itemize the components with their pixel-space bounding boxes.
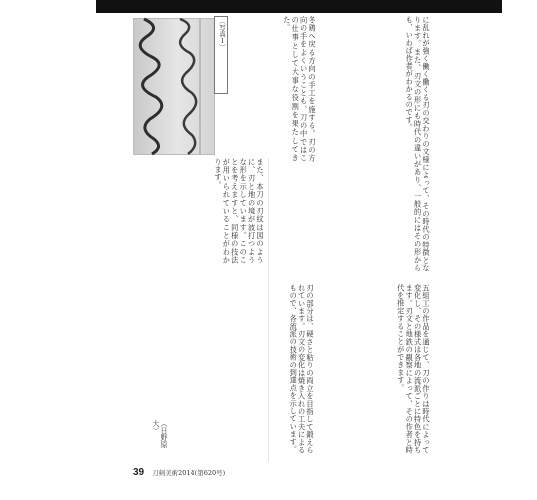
sword-blade-photo	[133, 18, 215, 155]
text-column-top-right: に乱れが強く働く働くる刃の交わりの文様によって、その時代の特徴となります。また、刃文の形にも時代の違いがあり、一般的にはその形からも、いわば作者がわかるのです。	[405, 16, 431, 272]
text-column-top-middle: 冬鶏へ戻る方向の手工を施する。刃の方向の手をよくいうことも、刀の中ではこの仕事として大事な役割を果たしてきた。	[282, 16, 317, 162]
text-column-left-top: また、本刀の刃紋は図のように、刃と地の境が波打つような形を示しています。このことを考えますと、同様の技法が用いられていることがわかります。	[213, 158, 265, 264]
photo-caption: 〔写真１〕	[218, 18, 226, 51]
text-column-bottom-right: 五組工の作品を通じて、刀の作りは時代によって変化し、その様式は各地の流派ごとに特色を持ちます。刃文と地鉄の観察によって、その作者と時代を推定することができます。	[396, 284, 431, 454]
page-number: 39	[133, 466, 145, 478]
author-signature: （日野原 大）	[152, 420, 168, 448]
text-column-bottom-left: 刃の部分は、硬さと粘りの両立を目指して鍛えられています。刃文の変化は焼き入れの工夫によるもので、各流派の技術の到達点を示しています。	[289, 284, 315, 454]
header-bar	[96, 0, 502, 13]
blade-hamon-illustration	[134, 19, 214, 154]
journal-title: 刀剣美術2014(第620号)	[152, 468, 226, 477]
page-footer	[133, 466, 225, 478]
